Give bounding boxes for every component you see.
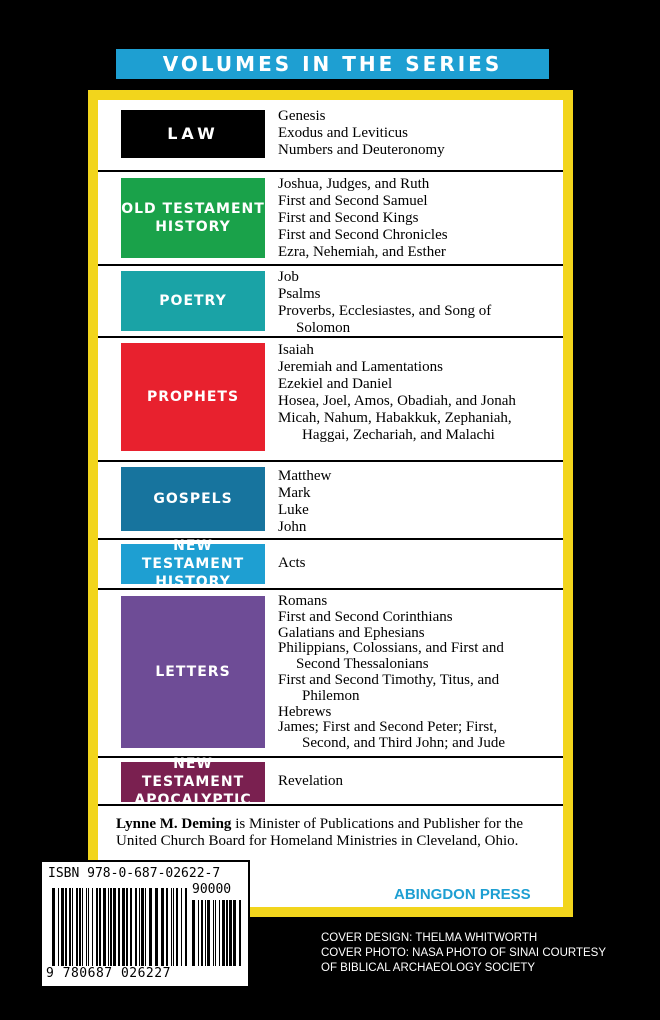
section-books-poetry <box>278 269 559 337</box>
ean-barcode <box>52 888 187 966</box>
book-title: Matthew <box>278 468 332 484</box>
label-line: NEW TESTAMENT <box>141 756 245 790</box>
book-title: Solomon <box>296 320 351 336</box>
book-title: Genesis <box>278 108 326 124</box>
book-title: Luke <box>278 502 309 518</box>
credit-line: COVER PHOTO: NASA PHOTO OF SINAI COURTESY <box>321 947 607 959</box>
book-title: First and Second Corinthians <box>278 608 453 625</box>
book-title: First and Second Samuel <box>278 193 428 209</box>
section-books-gospels <box>278 468 559 536</box>
publisher-name: ABINGDON PRESS <box>394 886 531 903</box>
price-code: 90000 <box>192 882 232 897</box>
book-title: Galatians and Ephesians <box>278 624 425 641</box>
section-law <box>98 100 563 172</box>
book-title: Micah, Nahum, Habakkuk, Zephaniah, <box>278 410 512 426</box>
label-line: OLD TESTAMENT <box>121 201 265 217</box>
label-line: GOSPELS <box>153 491 233 507</box>
section-books-new-testament-apocalyptic <box>278 773 559 790</box>
book-title: Jeremiah and Lamentations <box>278 359 443 375</box>
author-bio-text: is Minister of Publications and Publisher for the United Church Board for Homeland Ministries in Cleveland, Ohio. <box>116 816 524 849</box>
book-title: Joshua, Judges, and Ruth <box>278 176 430 192</box>
section-letters <box>98 590 563 758</box>
section-new-testament-apocalyptic <box>98 758 563 806</box>
section-label-new-testament-history <box>121 538 265 590</box>
label-line: APOCALYPTIC <box>134 792 252 808</box>
label-line: PROPHETS <box>146 389 240 405</box>
book-title: Psalms <box>278 286 321 302</box>
book-title: Hebrews <box>278 703 332 720</box>
label-line: LAW <box>167 124 219 143</box>
section-new-testament-history <box>98 540 563 590</box>
book-title: Mark <box>278 485 311 501</box>
section-books-old-testament-history <box>278 176 559 261</box>
section-books-law <box>278 108 559 159</box>
book-title: First and Second Chronicles <box>278 227 448 243</box>
book-title: Ezekiel and Daniel <box>278 376 393 392</box>
isbn-barcode-box <box>40 860 250 988</box>
section-books-letters <box>278 594 559 752</box>
book-title: Acts <box>278 555 306 571</box>
label-line: HISTORY <box>155 219 231 235</box>
book-title: Numbers and Deuteronomy <box>278 142 445 158</box>
book-title: Second Thessalonians <box>296 656 429 673</box>
price-barcode <box>192 900 244 966</box>
book-title: Philippians, Colossians, and First and <box>278 640 504 657</box>
book-title: Philemon <box>302 687 360 704</box>
book-title: Exodus and Leviticus <box>278 125 408 141</box>
author-bio <box>116 816 566 850</box>
book-title: Job <box>278 269 299 285</box>
series-banner: VOLUMES IN THE SERIES <box>116 49 549 79</box>
credit-line: OF BIBLICAL ARCHAEOLOGY SOCIETY <box>321 962 536 974</box>
section-label-gospels <box>121 467 265 531</box>
section-label-prophets <box>121 343 265 451</box>
book-title: First and Second Kings <box>278 210 419 226</box>
section-books-prophets <box>278 342 559 444</box>
book-title: Haggai, Zechariah, and Malachi <box>302 427 495 443</box>
section-label-law <box>121 110 265 158</box>
book-title: James; First and Second Peter; First, <box>278 719 498 736</box>
book-title: Proverbs, Ecclesiastes, and Song of <box>278 303 492 319</box>
book-title: Ezra, Nehemiah, and Esther <box>278 244 446 260</box>
section-label-letters <box>121 596 265 748</box>
author-name: Lynne M. Deming <box>116 816 232 832</box>
book-title: Hosea, Joel, Amos, Obadiah, and Jonah <box>278 393 516 409</box>
section-gospels <box>98 462 563 540</box>
section-books-new-testament-history <box>278 555 559 572</box>
isbn-number: ISBN 978-0-687-02622-7 <box>48 866 221 881</box>
section-label-old-testament-history <box>121 178 265 258</box>
section-label-new-testament-apocalyptic <box>121 756 265 808</box>
book-title: First and Second Timothy, Titus, and <box>278 671 500 688</box>
section-label-poetry <box>121 271 265 331</box>
barcode-digits: 9 780687 026227 <box>46 966 171 981</box>
section-poetry <box>98 266 563 338</box>
book-title: Revelation <box>278 773 343 789</box>
series-list-frame <box>88 90 573 917</box>
section-old-testament-history <box>98 172 563 266</box>
cover-credits <box>321 931 606 976</box>
label-line: LETTERS <box>155 664 231 680</box>
label-line: NEW TESTAMENT <box>141 538 245 572</box>
section-prophets <box>98 338 563 462</box>
label-line: POETRY <box>159 293 227 309</box>
book-title: Isaiah <box>278 342 314 358</box>
book-title: Second, and Third John; and Jude <box>302 735 506 752</box>
book-title: John <box>278 519 307 535</box>
label-line: HISTORY <box>155 574 231 590</box>
book-title: Romans <box>278 593 328 609</box>
credit-line: COVER DESIGN: THELMA WHITWORTH <box>321 932 538 944</box>
